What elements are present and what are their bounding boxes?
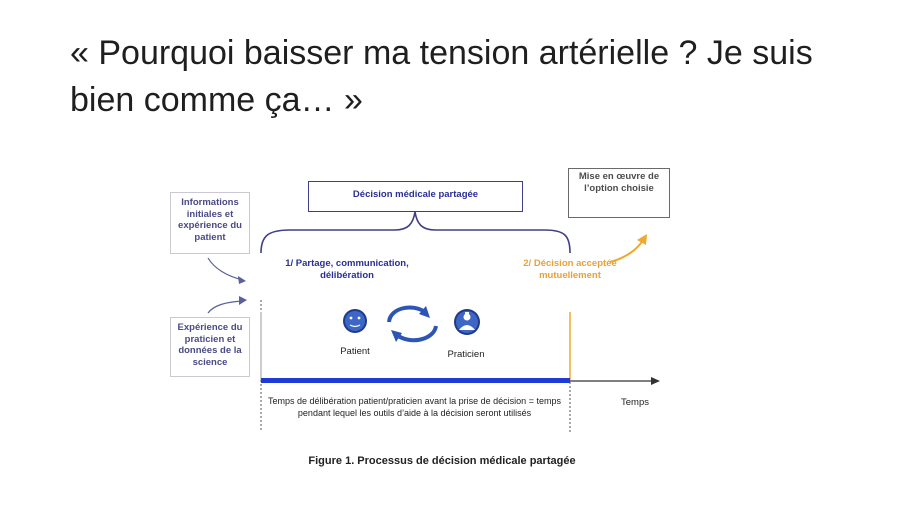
practitioner-experience-box: Expérience du praticien et données de la science [170,317,250,377]
step2-label: 2/ Décision acceptée mutuellement [523,258,617,281]
time-axis-arrowhead [651,377,660,385]
praticien-icon [454,309,480,335]
time-label: Temps [621,397,649,408]
implementation-box: Mise en œuvre de l’option choisie [568,168,670,218]
cycle-arrows-icon [389,306,436,342]
figure-caption: Figure 1. Processus de décision médicale partagée [308,455,576,467]
patient-icon [343,309,367,333]
patient-info-box: Informations initiales et expérience du patient [170,192,250,254]
info-arrow [208,258,243,280]
deliberation-bar [261,378,570,383]
experience-arrowhead [239,296,247,305]
slide-title: « Pourquoi baisser ma tension artérielle ? Je suis bien comme ça… » [70,34,813,119]
orange-arrowhead [637,234,647,245]
step1-label: 1/ Partage, communication, délibération [285,258,409,281]
patient-label: Patient [340,346,370,357]
shared-decision-box: Décision médicale partagée [308,181,523,212]
deliberation-description: Temps de délibération patient/praticien avant la prise de décision = temps pendant lequel les outils d’aide à la décision seront utilisés [268,396,561,418]
experience-arrow [208,301,243,313]
brace [261,212,570,253]
praticien-label: Praticien [447,349,485,360]
info-arrowhead [238,276,246,284]
